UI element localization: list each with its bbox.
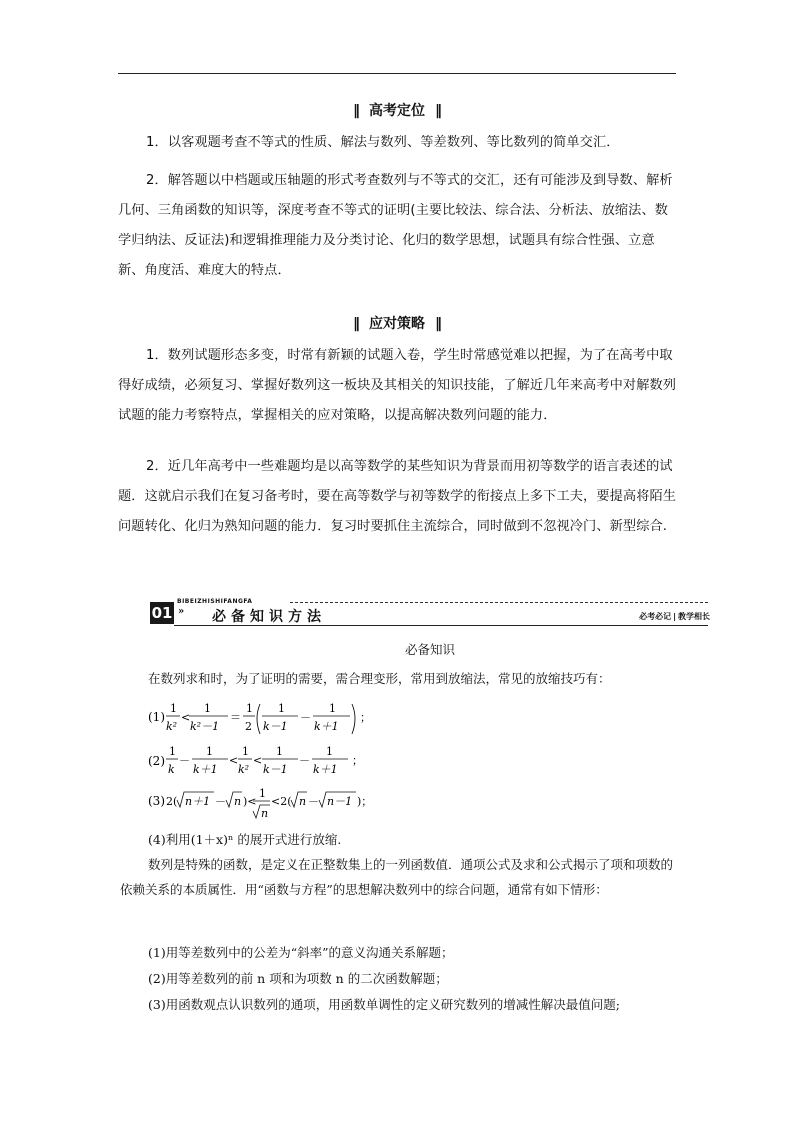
f1-num-a: 1 xyxy=(170,702,177,715)
formula-2-label: (2) xyxy=(148,754,165,768)
f1-lt: < xyxy=(181,711,191,724)
f3-two-a: 2( xyxy=(166,795,178,808)
f1-num-d: 1 xyxy=(278,702,285,715)
f3-rad-c: n xyxy=(299,795,307,808)
heading-bar-left: ‖ xyxy=(353,316,359,332)
section-banner xyxy=(150,598,710,628)
heading-text: 应对策略 xyxy=(369,316,425,332)
f2-num-e: 1 xyxy=(326,745,333,758)
f2-num-b: 1 xyxy=(206,745,213,758)
f1-den-c: 2 xyxy=(245,720,252,733)
banner-right-right: 教学相长 xyxy=(678,612,710,621)
top-rule xyxy=(118,73,676,74)
f1-eq: ＝ xyxy=(230,711,241,724)
f2-den-d: k－1 xyxy=(263,763,288,776)
positioning-paragraph-2: 2．解答题以中档题或压轴题的形式考查数列与不等式的交汇，还有可能涉及到导数、解析几何、三角函数的知识等，深度考查不等式的证明(主要比较法、综合法、分析法、放缩法、数学归纳法、反证法)和逻辑推理能力及分类讨论、化归的数学思想，试题具有综合性强、立意新、角度活、难度大的特点． xyxy=(118,173,673,278)
f3-minus-b: － xyxy=(308,795,319,808)
banner-pinyin: BIBEIZHISHIFANGFA xyxy=(177,598,253,605)
function-paragraph: 数列是特殊的函数，是定义在正整数集上的一列函数值．通项公式及求和公式揭示了项和项数的依赖关系的本质属性．用“函数与方程”的思想解决数列中的综合问题，通常有如下情形： xyxy=(120,857,674,897)
f2-num-c: 1 xyxy=(242,745,249,758)
f1-den-a: k² xyxy=(166,720,178,733)
banner-right-left: 必考必记 xyxy=(639,612,672,621)
f3-close-b: )； xyxy=(357,795,373,808)
f2-den-e: k＋1 xyxy=(313,763,338,776)
banner-title: 必备知识方法 xyxy=(212,609,326,625)
strategy-paragraph-1: 1．数列试题形态多变，时常有新颖的试题入卷，学生时常感觉难以把握，为了在高考中取得好成绩，必须复习、掌握好数列这一板块及其相关的知识技能，了解近几年来高考中对解数列试题的能力考察特点，掌握相关的应对策略，以提高解决数列问题的能力． xyxy=(118,348,677,423)
f2-lt-a: < xyxy=(229,754,239,767)
f3-rad-d: n－1 xyxy=(327,795,353,808)
positioning-paragraph-1: 1．以客观题考查不等式的性质、解法与数列、等差数列、等比数列的简单交汇． xyxy=(146,135,620,150)
f3-minus-a: － xyxy=(215,795,226,808)
case-3: (3)用函数观点认识数列的通项，用函数单调性的定义研究数列的增减性解决最值问题; xyxy=(148,997,620,1012)
strategy-paragraph-2: 2．近几年高考中一些难题均是以高等数学的某些知识为背景而用初等数学的语言表述的试题．这就启示我们在复习备考时，要在高等数学与初等数学的衔接点上多下工夫，要提高将陌生问题转化、化归为熟知问题的能力．复习时要抓住主流综合，同时做到不忽视冷门、新型综合. xyxy=(118,459,677,534)
formula-2 xyxy=(148,740,408,783)
knowledge-intro: 在数列求和时，为了证明的需要，需合理变形，常用到放缩法，常见的放缩技巧有： xyxy=(148,671,611,686)
heading-text: 高考定位 xyxy=(369,103,425,119)
banner-right-labels: 必考必记 | 教学相长 xyxy=(639,612,710,621)
f2-num-d: 1 xyxy=(276,745,283,758)
f1-paren-right xyxy=(352,704,355,734)
case-1: (1)用等差数列中的公差为“斜率”的意义沟通关系解题； xyxy=(148,945,454,960)
f2-num-a: 1 xyxy=(169,745,176,758)
f2-minus-a: － xyxy=(179,754,190,767)
formula-3-svg xyxy=(148,783,418,825)
chevron-right-icon: » xyxy=(178,606,185,617)
f1-minus: － xyxy=(300,711,311,724)
banner-dotted-line xyxy=(290,602,708,603)
heading-bar-right: ‖ xyxy=(435,103,441,119)
f1-num-c: 1 xyxy=(246,702,253,715)
f1-den-e: k＋1 xyxy=(314,720,339,733)
heading-bar-right: ‖ xyxy=(435,316,441,332)
f3-den: n xyxy=(261,807,269,820)
formula-1 xyxy=(148,694,408,745)
f1-den-b: k²－1 xyxy=(190,720,220,733)
f1-paren-left xyxy=(257,704,260,734)
f1-semicolon: ； xyxy=(360,711,371,724)
formula-3-label: (3) xyxy=(148,794,165,808)
formula-2-svg xyxy=(148,740,408,780)
section-heading-positioning xyxy=(118,100,676,120)
f2-minus-b: － xyxy=(299,754,310,767)
f1-num-e: 1 xyxy=(329,702,336,715)
banner-underline xyxy=(174,625,708,626)
f3-rad-b: n xyxy=(234,795,242,808)
formula-3 xyxy=(148,783,418,828)
formula-1-svg xyxy=(148,694,408,742)
f2-den-b: k＋1 xyxy=(193,763,218,776)
f2-den-a: k xyxy=(168,763,175,776)
formula-1-label: (1) xyxy=(148,710,165,724)
f3-rad-a: n＋1 xyxy=(185,795,211,808)
heading-bar-left: ‖ xyxy=(353,103,359,119)
section-heading-strategy xyxy=(118,313,676,333)
formula-4: (4)利用(1＋x)ⁿ 的展开式进行放缩. xyxy=(148,832,342,847)
case-2: (2)用等差数列的前 n 项和为项数 n 的二次函数解题； xyxy=(148,971,448,986)
f3-num: 1 xyxy=(259,787,266,800)
f2-den-c: k² xyxy=(238,763,250,776)
f2-semicolon: ； xyxy=(352,754,363,767)
f1-den-d: k－1 xyxy=(263,720,288,733)
banner-number-badge: 01 xyxy=(151,604,173,622)
f3-lt-b: <2( xyxy=(271,795,292,808)
f2-lt-b: < xyxy=(253,754,263,767)
f1-num-b: 1 xyxy=(204,702,211,715)
knowledge-title: 必备知识 xyxy=(404,642,455,657)
f3-close-a: )< xyxy=(243,795,257,808)
